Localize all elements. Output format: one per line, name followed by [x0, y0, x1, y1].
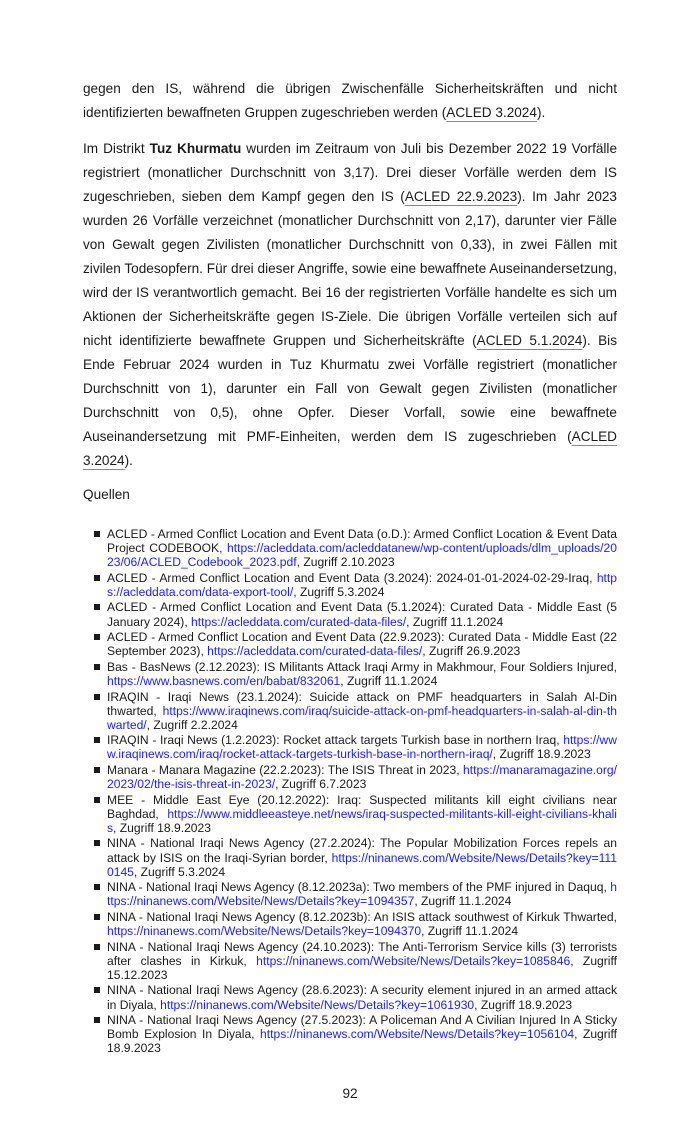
reference-text: IRAQIN - Iraqi News (1.2.2023): Rocket attack targets Turkish base in northern Iraq, — [107, 733, 564, 748]
reference-item — [107, 733, 617, 761]
sources-heading: Quellen — [83, 487, 130, 502]
reference-url-link[interactable]: https://ninanews.com/Website/News/Details?key=1094370 — [107, 924, 422, 939]
reference-access-date: , Zugriff 18.9.2023 — [113, 820, 211, 835]
reference-access-date: , Zugriff 2.10.2023 — [296, 555, 395, 570]
reference-access-date: , Zugriff 18.9.2023 — [492, 747, 591, 762]
reference-access-date: , Zugriff 18.9.2023 — [107, 1027, 617, 1056]
bullet-icon — [94, 531, 100, 537]
bullet-icon — [94, 987, 100, 993]
reference-item — [107, 983, 617, 1011]
text: Im Distrikt — [83, 141, 150, 156]
reference-access-date: , Zugriff 5.3.2024 — [293, 584, 385, 599]
reference-text: ACLED - Armed Conflict Location and Event Data (22.9.2023): Curated Data - Middle East (22 September 2023), — [107, 630, 617, 659]
reference-item — [107, 630, 617, 658]
reference-item — [107, 527, 617, 569]
reference-text: NINA - National Iraqi News Agency (8.12.2023a): Two members of the PMF injured in Daquq, — [107, 880, 611, 895]
bullet-icon — [94, 797, 100, 803]
citation-link[interactable]: ACLED 3.2024 — [446, 105, 537, 120]
text: ). Im Jahr 2023 wurden 26 Vorfälle verzeichnet (monatlicher Durchschnitt von 2,17), darunter vier Fälle von Gewalt gegen Zivilisten (monatlicher Durchschnitt von 0,33), in zwei Fällen mit zivilen Todesopfern. Für drei dieser Angriffe, sowie eine bewaffnete Auseinandersetzung, wird der IS verantwortlich gemacht. Bei 16 der registrierten Vorfälle handelte es sich um Aktionen der Sicherheitskräfte gegen IS-Ziele. Die übrigen Vorfälle verteilen sich auf nicht identifizierte bewaffnete Gruppen und Sicherheitskräfte ( — [83, 189, 617, 348]
reference-item — [107, 836, 617, 878]
reference-text: Manara - Manara Magazine (22.2.2023): The ISIS Threat in 2023, — [107, 763, 464, 777]
text: ). — [124, 453, 133, 468]
reference-item — [107, 1013, 617, 1055]
reference-access-date: , Zugriff 18.9.2023 — [474, 997, 573, 1012]
bullet-icon — [94, 575, 100, 581]
reference-url-link[interactable]: https://manaramagazine.org/2023/02/the-isis-threat-in-2023/ — [107, 763, 617, 792]
text: wurden im Zeitraum von Juli bis Dezember 2022 19 Vorfälle registriert (monatlicher Durchschnitt von 3,17). Drei dieser Vorfälle werden dem IS zugeschrieben, sieben dem Kampf gegen den IS ( — [83, 141, 618, 204]
reference-url-link[interactable]: https://www.iraqinews.com/iraq/rocket-attack-targets-turkish-base-in-northern-iraq/ — [107, 733, 617, 762]
paragraph-tuz-khurmatu — [83, 137, 617, 473]
reference-item — [107, 940, 617, 982]
bullet-icon — [94, 914, 100, 920]
reference-item — [107, 690, 617, 732]
reference-access-date: , Zugriff 11.1.2024 — [406, 614, 504, 629]
bullet-icon — [94, 694, 100, 700]
reference-url-link[interactable]: https://acleddata.com/data-export-tool/ — [107, 570, 617, 599]
bullet-icon — [94, 604, 100, 610]
paragraph-continuation — [83, 77, 617, 125]
reference-text: IRAQIN - Iraqi News (23.1.2024): Suicide attack on PMF headquarters in Salah Al-Din thwarted, — [107, 689, 617, 718]
text: gegen den IS, während die übrigen Zwischenfälle Sicherheitskräften und nicht identifizierten bewaffneten Gruppen zugeschrieben werden ( — [83, 81, 617, 120]
reference-url-link[interactable]: https://www.iraqinews.com/iraq/suicide-attack-on-pmf-headquarters-in-salah-al-din-thwarted/ — [107, 703, 617, 732]
reference-access-date: , Zugriff 15.12.2023 — [107, 953, 617, 982]
reference-text: NINA - National Iraqi News Agency (27.5.2023): A Policeman And A Civilian Injured In A Sticky Bomb Explosion In Diyala, — [107, 1013, 617, 1042]
bullet-icon — [94, 884, 100, 890]
reference-access-date: , Zugriff 5.3.2024 — [133, 864, 226, 879]
reference-item — [107, 571, 617, 599]
reference-url-link[interactable]: https://ninanews.com/Website/News/Details?key=1094357 — [107, 880, 617, 909]
district-name: Tuz Khurmatu — [149, 141, 242, 156]
bullet-icon — [94, 944, 100, 950]
reference-access-date: , Zugriff 11.1.2024 — [414, 894, 512, 909]
reference-text: ACLED - Armed Conflict Location and Event Data (o.D.): Armed Conflict Location & Event Data Project CODEBOOK, — [107, 527, 617, 556]
reference-url-link[interactable]: https://acleddata.com/acleddatanew/wp-content/uploads/dlm_uploads/2023/06/ACLED_Codebook_2023.pdf — [107, 541, 617, 570]
reference-url-link[interactable]: https://www.basnews.com/en/babat/832061 — [107, 673, 341, 688]
reference-item — [107, 880, 617, 908]
bullet-icon — [94, 840, 100, 846]
bullet-icon — [94, 664, 100, 670]
reference-item — [107, 600, 617, 628]
reference-access-date: , Zugriff 26.9.2023 — [422, 644, 521, 659]
reference-item — [107, 910, 617, 938]
reference-text: NINA - National Iraqi News Agency (8.12.2023b): An ISIS attack southwest of Kirkuk Thwarted, — [107, 909, 617, 924]
reference-url-link[interactable]: https://ninanews.com/Website/News/Details?key=1056104 — [260, 1027, 575, 1042]
reference-list — [83, 527, 617, 1055]
reference-url-link[interactable]: https://www.middleeasteye.net/news/iraq-suspected-militants-kill-eight-civilians-khalis — [107, 806, 617, 835]
citation-link[interactable]: ACLED 3.2024 — [83, 429, 617, 468]
reference-item — [107, 660, 617, 688]
reference-text: Bas - BasNews (2.12.2023): IS Militants Attack Iraqi Army in Makhmour, Four Soldiers Injured, — [107, 659, 617, 674]
reference-access-date: , Zugriff 6.7.2023 — [275, 777, 367, 792]
reference-access-date: , Zugriff 11.1.2024 — [421, 924, 519, 939]
text: ). Bis Ende Februar 2024 wurden in Tuz Khurmatu zwei Vorfälle registriert (monatlicher Durchschnitt von 1), darunter ein Fall von Gewalt gegen Zivilisten (monatlicher Durchschnitt von 0,5), ohne Opfer. Dieser Vorfall, sowie eine bewaffnete Auseinandersetzung mit PMF-Einheiten, werden dem IS zugeschrieben ( — [83, 333, 617, 444]
page-number: 92 — [342, 1086, 358, 1102]
bullet-icon — [94, 1017, 100, 1023]
reference-access-date: , Zugriff 11.1.2024 — [340, 673, 438, 688]
reference-url-link[interactable]: https://acleddata.com/curated-data-files/ — [191, 614, 407, 629]
reference-url-link[interactable]: https://ninanews.com/Website/News/Details?key=1110145 — [107, 850, 617, 879]
reference-text: MEE - Middle East Eye (20.12.2022): Iraq: Suspected militants kill eight civilians near Baghdad, — [107, 792, 617, 821]
text: ). — [536, 105, 546, 120]
reference-text: NINA - National Iraqi News Agency (24.10.2023): The Anti-Terrorism Service kills (3) terrorists after clashes in Kirkuk, — [107, 939, 617, 968]
reference-text: ACLED - Armed Conflict Location and Event Data (3.2024): 2024-01-01-2024-02-29-Iraq, — [107, 570, 597, 585]
bullet-icon — [94, 634, 100, 640]
reference-text: NINA - National Iraqi News Agency (27.2.2024): The Popular Mobilization Forces repels an attack by ISIS on the Iraqi-Syrian border, — [107, 836, 617, 865]
citation-link[interactable]: ACLED 5.1.2024 — [476, 333, 583, 348]
bullet-icon — [94, 737, 100, 743]
reference-text: ACLED - Armed Conflict Location and Event Data (5.1.2024): Curated Data - Middle East (5 January 2024), — [107, 600, 617, 629]
reference-url-link[interactable]: https://ninanews.com/Website/News/Details?key=1085846 — [256, 953, 571, 968]
reference-access-date: , Zugriff 2.2.2024 — [146, 717, 238, 732]
reference-text: NINA - National Iraqi News Agency (28.6.2023): A security element injured in an armed attack in Diyala, — [107, 983, 617, 1012]
reference-item — [107, 763, 617, 791]
reference-url-link[interactable]: https://ninanews.com/Website/News/Details?key=1061930 — [160, 997, 475, 1012]
reference-item — [107, 793, 617, 835]
reference-url-link[interactable]: https://acleddata.com/curated-data-files/ — [207, 644, 423, 659]
bullet-icon — [94, 767, 100, 773]
citation-link[interactable]: ACLED 22.9.2023 — [404, 189, 518, 204]
